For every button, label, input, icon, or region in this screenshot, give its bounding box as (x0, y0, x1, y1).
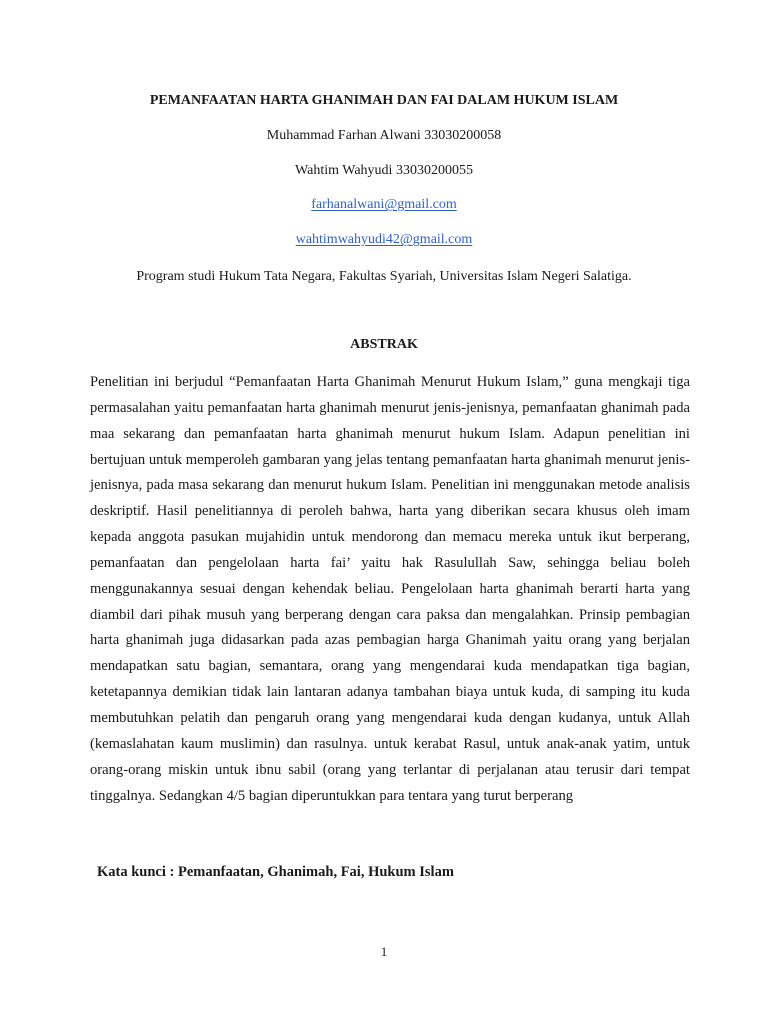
email-1-line (0, 196, 768, 214)
email-link-2[interactable]: wahtimwahyudi42@gmail.com (295, 232, 473, 247)
keywords: Kata kunci : Pemanfaatan, Ghanimah, Fai, Hukum Islam (97, 864, 454, 880)
author-2: Wahtim Wahyudi 33030200055 (295, 163, 473, 178)
paper-title: PEMANFAATAN HARTA GHANIMAH DAN FAI DALAM HUKUM ISLAM (149, 93, 619, 108)
abstract-heading: ABSTRAK (350, 337, 418, 352)
affiliation: Program studi Hukum Tata Negara, Fakultas Syariah, Universitas Islam Negeri Salatiga. (136, 269, 632, 284)
email-link-1[interactable]: farhanalwani@gmail.com (311, 197, 457, 212)
email-2-line (0, 231, 768, 249)
page-number: 1 (380, 944, 388, 959)
abstract-text: Penelitian ini berjudul “Pemanfaatan Harta Ghanimah Menurut Hukum Islam,” guna mengkaji tiga permasalahan yaitu pemanfaatan harta ghanimah menurut jenis-jenisnya, pemanfaatan ghanimah pada maa sekarang dan pemanfaatan harta ghanimah menurut hukum Islam. Adapun penelitian ini bertujuan untuk memperoleh gambaran yang jelas tentang pemanfaatan harta ghanimah menurut jenis-jenisnya, pada masa sekarang dan menurut hukum Islam. Penelitian ini menggunakan metode analisis deskriptif. Hasil penelitiannya di peroleh bahwa, harta yang diberikan secara khusus oleh imam kepada anggota pasukan mujahidin untuk mendorong dan memacu mereka untuk ikut berperang, pemanfaatan dan pengelolaan harta fai’ yaitu hak Rasulullah Saw, sehingga beliau boleh menggunakannya sesuai dengan kehendak beliau. Pengelolaan harta ghanimah berarti harta yang diambil dari pihak musuh yang berperang dengan cara paksa dan mengalahkan. Prinsip pembagian harta ghanimah juga didasarkan pada azas pembagian harga Ghanimah yaitu orang yang berjalan mendapatkan satu bagian, semantara, orang yang mengendarai kuda mendapatkan tiga bagian, ketetapannya demikian tidak lain lantaran adanya tambahan biaya untuk kuda, di samping itu kuda membutuhkan pelatih dan pengaruh orang yang mengendarai kuda dengan kudanya, untuk Allah (kemaslahatan kaum muslimin) dan rasulnya. untuk kerabat Rasul, untuk anak-anak yatim, untuk orang-orang miskin untuk ibnu sabil (orang yang terlantar di perjalanan atau terusir dari tempat tinggalnya. Sedangkan 4/5 bagian diperuntukkan para tentara yang turut berperang (90, 374, 690, 804)
author-1: Muhammad Farhan Alwani 33030200058 (266, 128, 502, 143)
